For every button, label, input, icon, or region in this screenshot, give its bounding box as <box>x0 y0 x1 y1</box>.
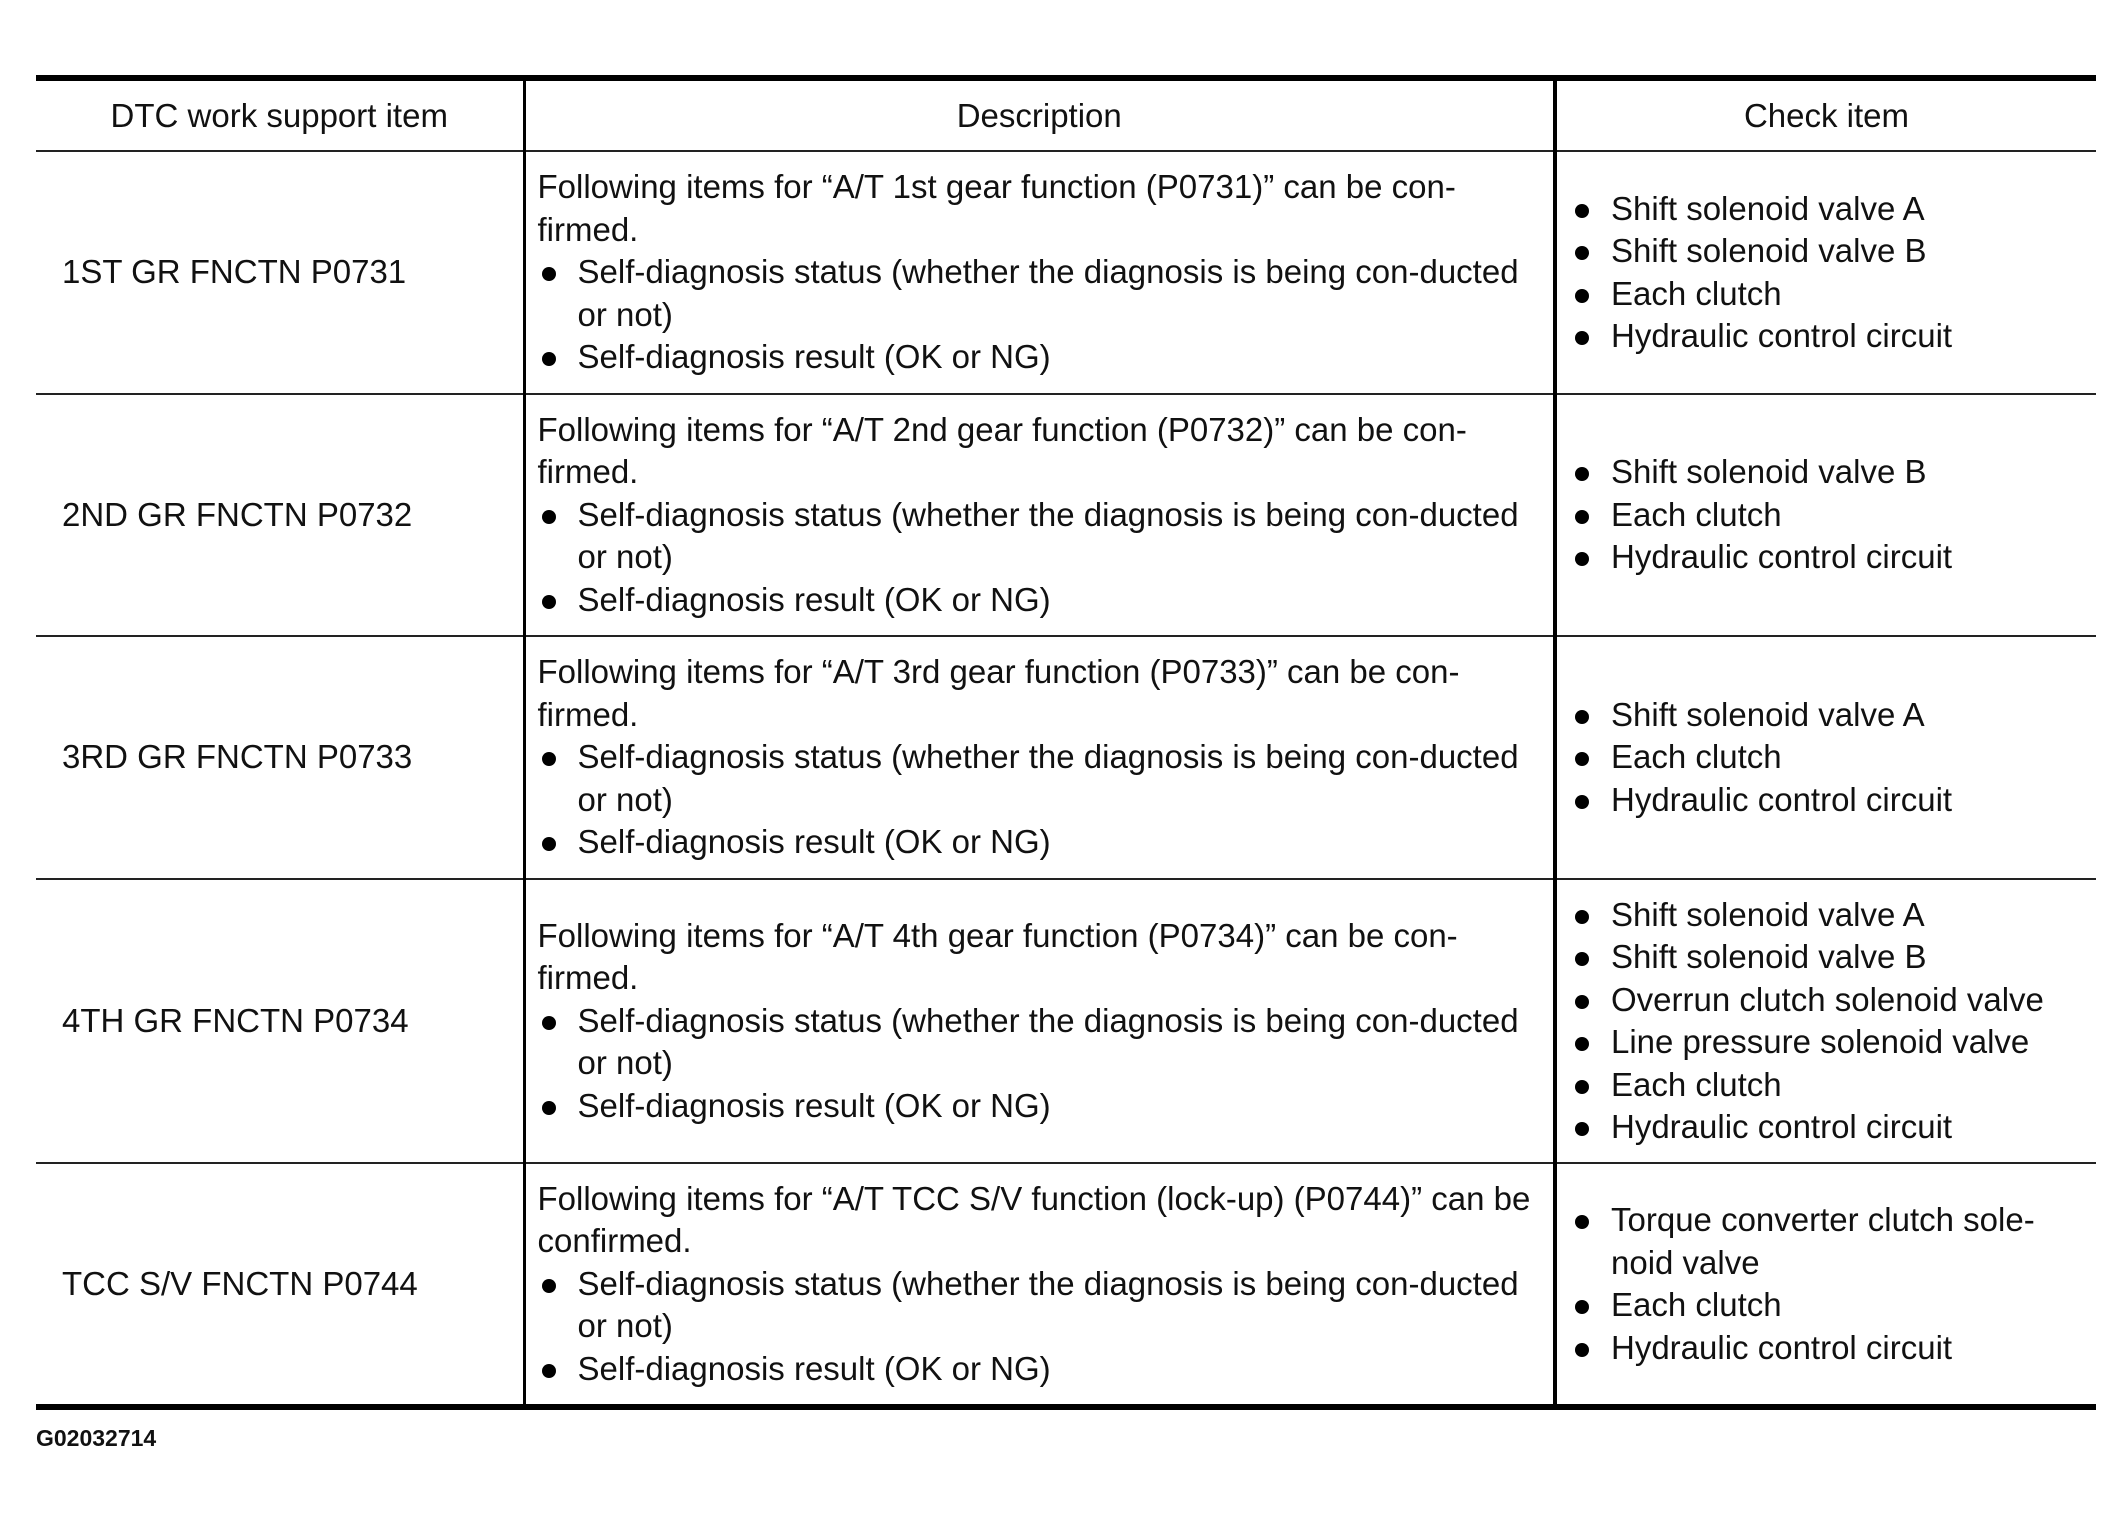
description-cell <box>524 879 1555 1163</box>
table-row <box>36 1163 2096 1407</box>
check-list-item <box>1569 494 2086 537</box>
check-item-cell <box>1555 879 2096 1163</box>
dtc-item-cell: TCC S/V FNCTN P0744 <box>62 1264 418 1302</box>
check-text: Shift solenoid valve B <box>1611 453 1927 491</box>
description-bullets <box>538 494 1542 622</box>
dtc-item-cell: 3RD GR FNCTN P0733 <box>36 636 524 879</box>
description-cell <box>524 151 1555 394</box>
check-text: Torque converter clutch sole-noid valve <box>1611 1201 2035 1281</box>
dtc-work-support-table <box>36 75 2096 1410</box>
bullet-text: Self-diagnosis result (OK or NG) <box>577 1086 1051 1124</box>
list-item <box>538 736 1542 821</box>
bullet-icon <box>542 1016 556 1030</box>
check-text: Hydraulic control circuit <box>1611 780 1953 818</box>
description-lead: Following items for “A/T TCC S/V function (lock-up) (P0744)” can be confirmed. <box>537 1179 1531 1260</box>
list-item <box>538 1000 1542 1085</box>
check-list-item <box>1569 936 2086 979</box>
bullet-icon <box>1575 710 1589 724</box>
bullet-icon <box>1575 952 1589 966</box>
table-row <box>36 151 2096 394</box>
check-list-item <box>1569 1327 2086 1370</box>
bullet-icon <box>1575 331 1589 345</box>
description-cell <box>524 1163 1555 1407</box>
bullet-icon <box>542 1279 556 1293</box>
check-list-item <box>1569 230 2086 273</box>
check-list-item <box>1569 694 2086 737</box>
table-row <box>36 879 2096 1163</box>
dtc-item-cell: 2ND GR FNCTN P0732 <box>36 394 524 636</box>
check-text: Hydraulic control circuit <box>1611 1328 1953 1366</box>
bullet-icon <box>1575 1037 1589 1051</box>
description-bullets <box>538 736 1542 864</box>
bullet-icon <box>542 1101 556 1115</box>
bullet-icon <box>1575 204 1589 218</box>
check-list-item <box>1569 779 2086 822</box>
check-list-item <box>1569 451 2086 494</box>
bullet-text: Self-diagnosis status (whether the diagnosis is being con-ducted or not) <box>577 495 1519 576</box>
check-text: Shift solenoid valve B <box>1611 938 1927 975</box>
check-list-item <box>1569 1106 2086 1149</box>
list-item <box>538 1085 1542 1128</box>
figure-id: G02032714 <box>36 1425 157 1451</box>
check-item-list <box>1569 894 2086 1149</box>
description-lead: Following items for “A/T 2nd gear function (P0732)” can be con-firmed. <box>537 410 1467 491</box>
check-list-item <box>1569 894 2086 937</box>
bullet-icon <box>1575 552 1589 566</box>
bullet-icon <box>1575 1122 1589 1136</box>
bullet-text: Self-diagnosis result (OK or NG) <box>577 823 1051 861</box>
list-item <box>538 336 1542 379</box>
check-text: Each clutch <box>1611 1286 1782 1323</box>
bullet-icon <box>1575 467 1589 481</box>
description-lead: Following items for “A/T 3rd gear function (P0733)” can be con-firmed. <box>537 653 1460 733</box>
bullet-icon <box>1575 752 1589 766</box>
check-text: Overrun clutch solenoid valve <box>1611 980 2044 1018</box>
bullet-icon <box>542 510 556 524</box>
bullet-text: Self-diagnosis status (whether the diagnosis is being con-ducted or not) <box>577 1264 1519 1345</box>
description-cell <box>524 636 1555 879</box>
table-row <box>36 394 2096 636</box>
check-text: Each clutch <box>1611 738 1782 776</box>
header-item: DTC work support item <box>36 78 524 151</box>
check-text: Each clutch <box>1611 1065 1782 1103</box>
check-item-cell <box>1555 1163 2096 1407</box>
check-list-item <box>1569 1284 2086 1327</box>
check-list-item <box>1569 315 2086 358</box>
bullet-text: Self-diagnosis status (whether the diagnosis is being con-ducted or not) <box>577 253 1519 333</box>
bullet-icon <box>542 1364 556 1378</box>
bullet-text: Self-diagnosis status (whether the diagnosis is being con-ducted or not) <box>577 738 1519 818</box>
bullet-icon <box>1575 1343 1589 1357</box>
header-check-item: Check item <box>1555 78 2096 151</box>
header-description: Description <box>524 78 1555 151</box>
bullet-icon <box>1575 1080 1589 1094</box>
check-text: Shift solenoid valve B <box>1611 232 1927 269</box>
check-item-cell <box>1555 394 2096 636</box>
check-text: Hydraulic control circuit <box>1611 1108 1953 1145</box>
bullet-icon <box>1575 246 1589 260</box>
dtc-item-cell: 1ST GR FNCTN P0731 <box>36 151 524 394</box>
bullet-text: Self-diagnosis result (OK or NG) <box>577 1349 1051 1387</box>
check-item-cell <box>1555 151 2096 394</box>
header-row <box>36 78 2096 151</box>
dtc-item-cell: 4TH GR FNCTN P0734 <box>36 879 524 1163</box>
check-text: Shift solenoid valve A <box>1611 189 1925 227</box>
check-item-cell <box>1555 636 2096 879</box>
check-list-item <box>1569 273 2086 316</box>
bullet-icon <box>542 267 556 281</box>
bullet-icon <box>1575 995 1589 1009</box>
description-lead: Following items for “A/T 1st gear function (P0731)” can be con-firmed. <box>537 168 1456 248</box>
check-text: Each clutch <box>1611 495 1782 533</box>
bullet-icon <box>1575 910 1589 924</box>
bullet-icon <box>1575 289 1589 303</box>
check-list-item <box>1569 536 2086 579</box>
description-bullets <box>538 1000 1542 1128</box>
check-item-list <box>1569 694 2086 822</box>
check-list-item <box>1569 1021 2086 1064</box>
description-bullets <box>538 251 1542 379</box>
check-item-list <box>1569 1199 2086 1369</box>
bullet-icon <box>1575 1215 1589 1229</box>
check-list-item <box>1569 1064 2086 1107</box>
bullet-icon <box>542 595 556 609</box>
bullet-text: Self-diagnosis status (whether the diagnosis is being con-ducted or not) <box>577 1001 1519 1082</box>
check-item-list <box>1569 451 2086 579</box>
list-item <box>538 251 1542 336</box>
check-text: Each clutch <box>1611 274 1782 312</box>
check-text: Hydraulic control circuit <box>1611 317 1953 354</box>
bullet-icon <box>1575 1300 1589 1314</box>
list-item <box>538 821 1542 864</box>
list-item <box>538 494 1542 579</box>
list-item <box>538 579 1542 622</box>
description-cell <box>524 394 1555 636</box>
bullet-icon <box>1575 510 1589 524</box>
table-row <box>36 636 2096 879</box>
bullet-icon <box>542 352 556 366</box>
check-text: Hydraulic control circuit <box>1611 538 1953 576</box>
description-lead: Following items for “A/T 4th gear function (P0734)” can be con-firmed. <box>537 916 1458 997</box>
bullet-text: Self-diagnosis result (OK or NG) <box>577 580 1051 618</box>
bullet-icon <box>1575 795 1589 809</box>
check-item-list <box>1569 188 2086 358</box>
check-text: Shift solenoid valve A <box>1611 695 1925 733</box>
list-item <box>538 1263 1542 1348</box>
check-text: Shift solenoid valve A <box>1611 895 1925 933</box>
list-item <box>538 1348 1542 1391</box>
bullet-text: Self-diagnosis result (OK or NG) <box>577 338 1051 376</box>
bullet-icon <box>542 752 556 766</box>
check-list-item <box>1569 736 2086 779</box>
check-list-item <box>1569 188 2086 231</box>
description-bullets <box>538 1263 1542 1391</box>
check-list-item <box>1569 979 2086 1022</box>
check-text: Line pressure solenoid valve <box>1611 1023 2030 1060</box>
bullet-icon <box>542 837 556 851</box>
check-list-item <box>1569 1199 2086 1284</box>
